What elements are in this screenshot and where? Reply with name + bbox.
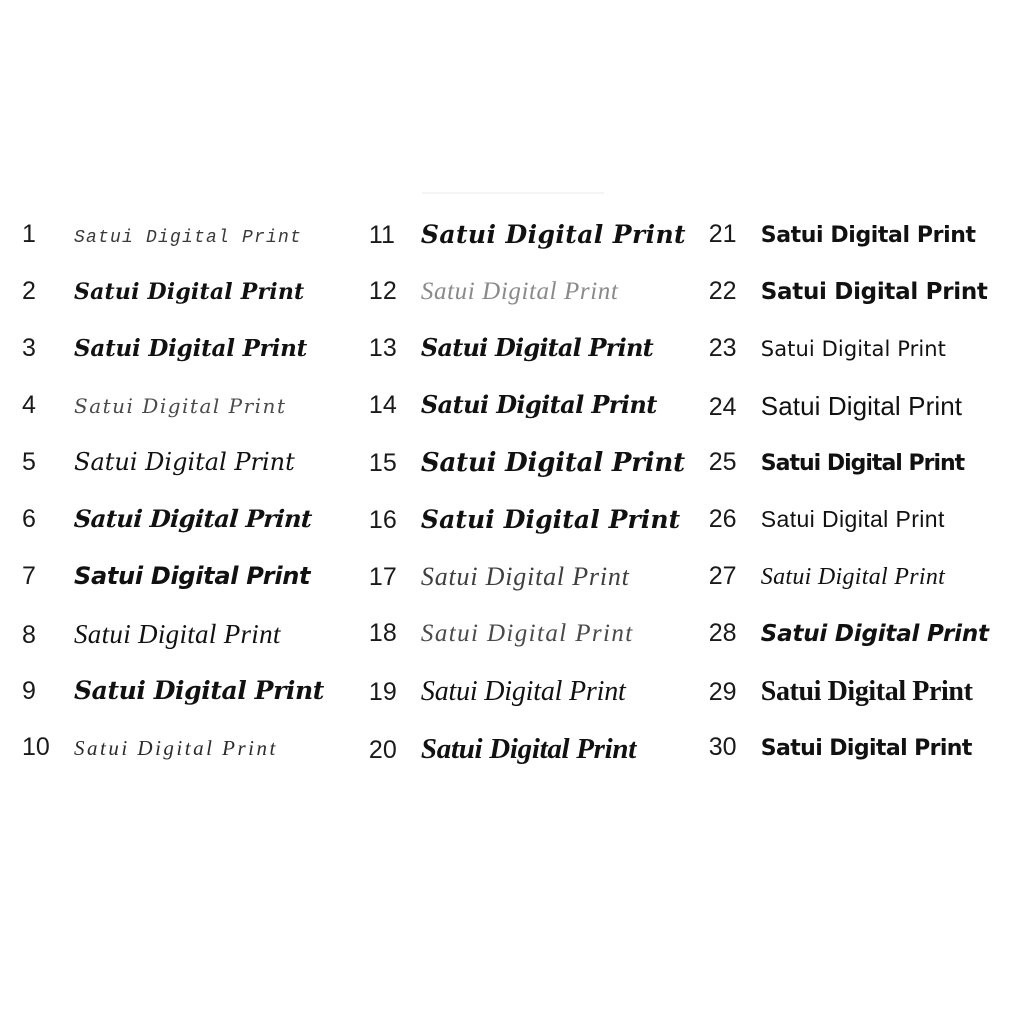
sample-number: 25 xyxy=(708,448,737,476)
sample-text: Satui Digital Print xyxy=(760,676,973,707)
list-item[interactable] xyxy=(22,678,357,735)
list-item[interactable] xyxy=(369,279,709,336)
list-item[interactable] xyxy=(709,507,1024,564)
sample-text: Satui Digital Print xyxy=(420,220,686,249)
list-item[interactable] xyxy=(22,621,357,678)
list-item[interactable] xyxy=(368,333,709,393)
sample-number: 11 xyxy=(368,221,395,249)
sample-text: Satui Digital Print xyxy=(420,448,685,478)
sample-number: 14 xyxy=(368,391,397,419)
list-item[interactable] xyxy=(22,735,357,792)
list-item[interactable] xyxy=(709,735,1024,792)
sample-text: Satui Digital Print xyxy=(74,676,324,705)
sample-text: Satui Digital Print xyxy=(420,562,630,591)
sample-text: Satui Digital Print xyxy=(74,736,278,760)
sample-number: 2 xyxy=(22,277,36,305)
sample-text: Satui Digital Print xyxy=(420,505,681,534)
list-item[interactable] xyxy=(369,450,709,507)
sample-text: Satui Digital Print xyxy=(74,394,287,418)
sample-text: Satui Digital Print xyxy=(74,448,295,476)
sample-number: 20 xyxy=(368,736,397,764)
sample-number: 10 xyxy=(22,733,50,761)
list-item[interactable] xyxy=(369,564,709,621)
list-item[interactable] xyxy=(709,678,1024,735)
list-item[interactable] xyxy=(709,621,1024,678)
sample-text: Satui Digital Print xyxy=(74,279,305,305)
sample-number: 9 xyxy=(22,677,36,705)
list-item[interactable] xyxy=(709,279,1024,336)
sample-number: 4 xyxy=(22,391,36,419)
sample-number: 1 xyxy=(22,220,36,248)
sample-text: Satui Digital Print xyxy=(420,620,634,647)
sample-text: Satui Digital Print xyxy=(760,506,945,532)
list-item[interactable] xyxy=(369,678,709,735)
list-item[interactable] xyxy=(369,735,709,792)
sample-text: Satui Digital Print xyxy=(420,733,637,765)
list-item[interactable] xyxy=(709,222,1024,279)
sample-text: Satui Digital Print xyxy=(420,676,626,707)
sample-text: Satui Digital Print xyxy=(74,619,281,649)
sample-text: Satui Digital Print xyxy=(420,278,619,305)
list-item[interactable] xyxy=(22,504,357,564)
decorative-divider xyxy=(422,192,604,194)
sample-text: Satui Digital Print xyxy=(74,228,303,248)
list-item[interactable] xyxy=(22,564,357,621)
sample-number: 15 xyxy=(368,449,397,477)
sample-number: 3 xyxy=(22,334,36,362)
column-1 xyxy=(0,222,357,792)
sample-number: 17 xyxy=(368,563,397,591)
sample-text: Satui Digital Print xyxy=(420,390,657,419)
sample-number: 19 xyxy=(368,678,397,706)
list-item[interactable] xyxy=(369,222,709,279)
list-item[interactable] xyxy=(22,279,357,336)
sample-number: 22 xyxy=(708,277,737,305)
sample-number: 12 xyxy=(368,277,397,305)
sample-text: Satui Digital Print xyxy=(760,223,976,248)
sample-text: Satui Digital Print xyxy=(760,736,972,761)
sample-text: Satui Digital Print xyxy=(760,621,989,647)
sample-text: Satui Digital Print xyxy=(420,333,653,362)
sample-text: Satui Digital Print xyxy=(74,335,308,362)
list-item[interactable] xyxy=(709,393,1024,450)
sample-number: 30 xyxy=(708,733,737,761)
sample-number: 28 xyxy=(708,619,737,647)
list-item[interactable] xyxy=(709,450,1024,507)
sample-text: Satui Digital Print xyxy=(760,391,963,421)
list-item[interactable] xyxy=(22,393,357,450)
sample-number: 29 xyxy=(708,678,737,706)
font-sample-columns xyxy=(0,222,1024,792)
sample-text: Satui Digital Print xyxy=(760,451,965,476)
list-item[interactable] xyxy=(22,450,357,507)
sample-number: 7 xyxy=(22,562,36,590)
sample-number: 26 xyxy=(708,505,737,533)
column-3 xyxy=(709,222,1024,792)
sample-number: 16 xyxy=(368,506,397,534)
list-item[interactable] xyxy=(369,507,709,564)
sample-number: 6 xyxy=(22,505,36,533)
sample-text: Satui Digital Print xyxy=(760,337,947,361)
sample-number: 18 xyxy=(368,619,397,647)
sample-text: Satui Digital Print xyxy=(73,504,313,533)
column-2 xyxy=(357,222,709,792)
sample-number: 8 xyxy=(22,621,36,649)
list-item[interactable] xyxy=(22,336,357,393)
sample-text: Satui Digital Print xyxy=(760,279,988,305)
sample-number: 5 xyxy=(22,448,36,476)
sample-number: 13 xyxy=(368,334,397,362)
sample-number: 27 xyxy=(708,562,737,590)
sample-number: 23 xyxy=(708,334,737,362)
list-item[interactable] xyxy=(22,222,357,279)
sample-text: Satui Digital Print xyxy=(760,564,946,590)
list-item[interactable] xyxy=(709,336,1024,393)
sample-number: 21 xyxy=(708,220,737,248)
list-item[interactable] xyxy=(709,564,1024,621)
list-item[interactable] xyxy=(368,390,709,450)
sample-text: Satui Digital Print xyxy=(74,562,311,590)
sample-number: 24 xyxy=(708,393,737,421)
list-item[interactable] xyxy=(369,621,709,678)
